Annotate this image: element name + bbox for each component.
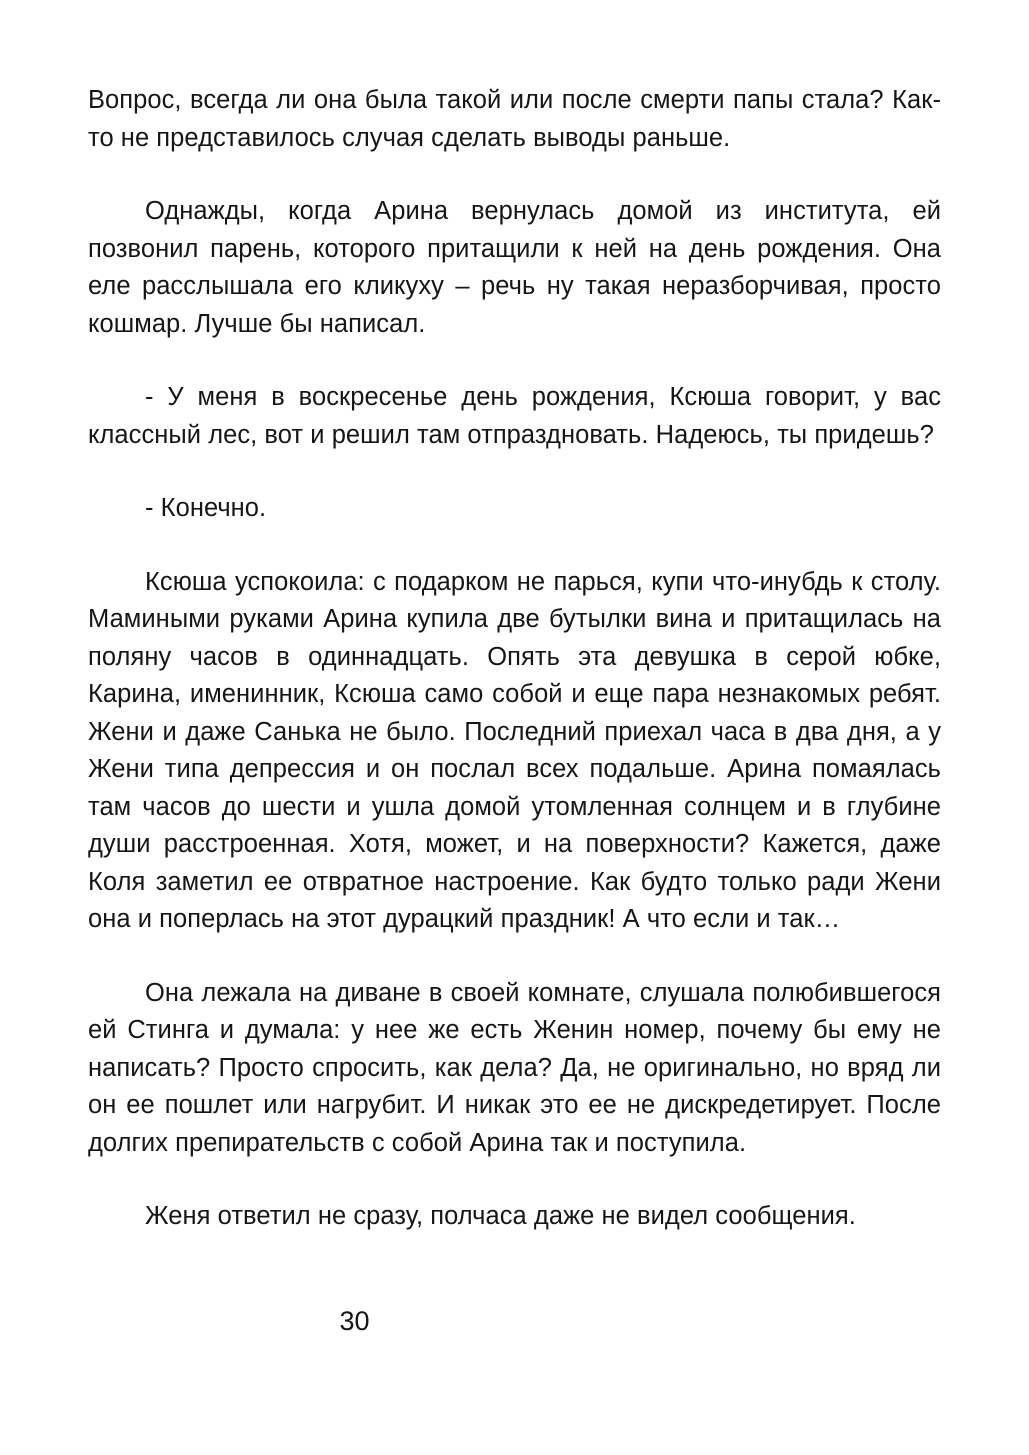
paragraph-6: Она лежала на диване в своей комнате, слушала полюбившегося ей Стинга и думала: у нее же есть Женин номер, почему бы ему не написать? Просто спросить, как дела? Да, не оригинально, но вряд ли он ее пошлет или нагрубит. И никак это ее не дискредетирует. После долгих препирательств с собой Арина так и поступила.	[88, 978, 941, 1157]
paragraph-5: Ксюша успокоила: с подарком не парься, купи что-инубдь к столу. Мамиными руками Арина купила две бутылки вина и притащилась на поляну часов в одиннадцать. Опять эта девушка в серой юбке, Карина, именинник, Ксюша само собой и еще пара незнакомых ребят. Жени и даже Санька не было. Последний приехал часа в два дня, а у Жени типа депрессия и он послал всех подальше. Арина помаялась там часов до шести и ушла домой утомленная солнцем и в глубине души расстроенная. Хотя, может, и на поверхности? Кажется, даже Коля заметил ее отвратное настроение. Как будто только ради Жени она и поперлась на этот дурацкий праздник! А что если и так…	[88, 567, 941, 933]
paragraph-4-dialogue: - Конечно.	[145, 494, 267, 522]
paragraph-1: Вопрос, всегда ли она была такой или после смерти папы стала? Как-то не представилось случая сделать выводы раньше.	[88, 86, 941, 152]
page-number: 30	[339, 1306, 370, 1336]
paragraph-7: Женя ответил не сразу, полчаса даже не видел сообщения.	[145, 1202, 856, 1230]
paragraph-3-dialogue: - У меня в воскресенье день рождения, Ксюша говорит, у вас классный лес, вот и решил там отпраздновать. Надеюсь, ты придешь?	[88, 383, 941, 449]
paragraph-2: Однажды, когда Арина вернулась домой из института, ей позвонил парень, которого притащили к ней на день рождения. Она еле расслышала его кликуху – речь ну такая неразборчивая, просто кошмар. Лучше бы написал.	[88, 197, 941, 338]
body-text-column	[88, 82, 941, 1236]
